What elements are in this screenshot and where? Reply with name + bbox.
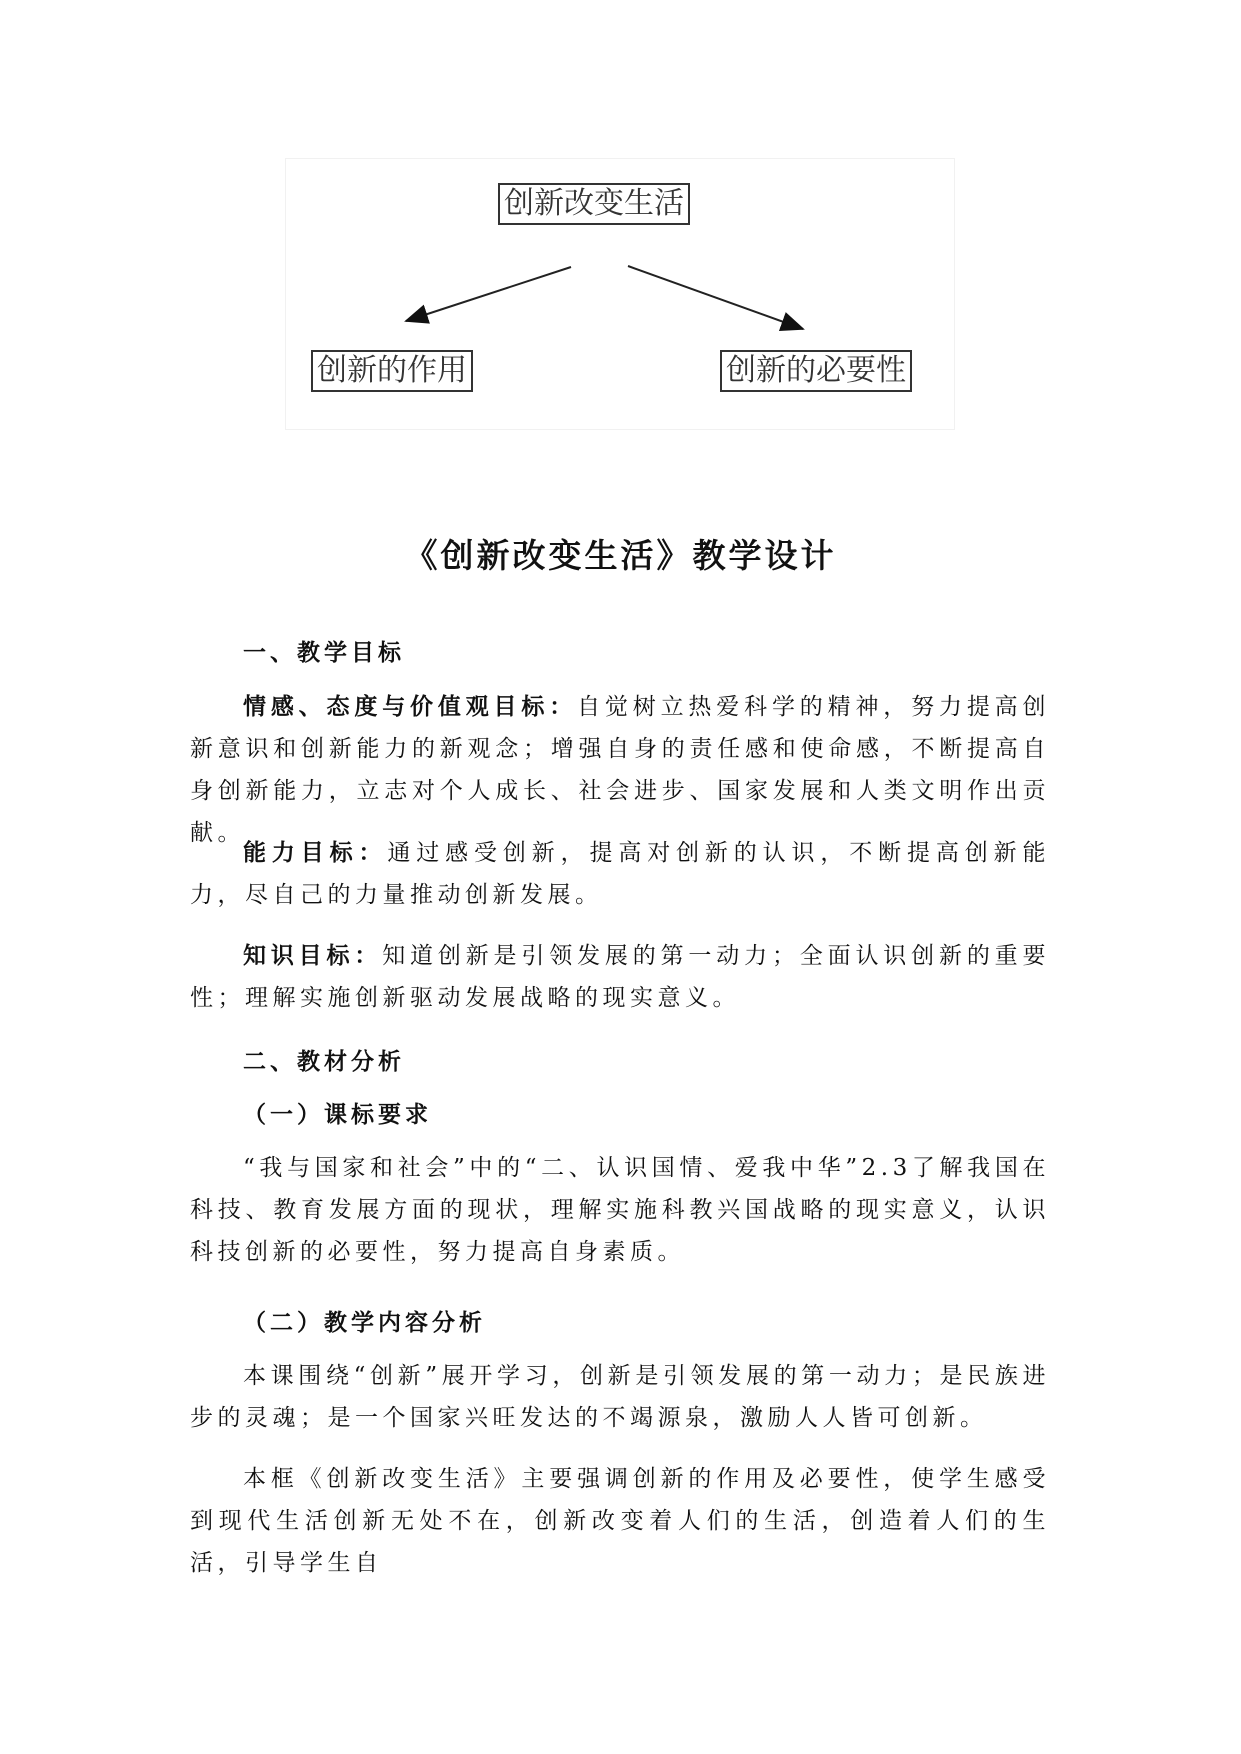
arrow-right: [628, 266, 803, 329]
paragraph-knowledge-goal: [190, 935, 1050, 1019]
paragraph-body: 通过感受创新，提高对创新的认识，不断提高创新能力，尽自己的力量推动创新发展。: [190, 840, 1051, 908]
diagram-right-node: 创新的必要性: [720, 350, 912, 392]
paragraph-lead: 知识目标：: [243, 942, 383, 969]
document-title: 《创新改变生活》教学设计: [404, 536, 837, 575]
subheading-curriculum: （一）课标要求: [243, 1101, 432, 1128]
paragraph-lead: 情感、态度与价值观目标：: [243, 693, 578, 720]
subheading-content-analysis: （二）教学内容分析: [243, 1309, 486, 1336]
diagram-root-node: 创新改变生活: [498, 183, 690, 225]
arrow-left: [406, 267, 571, 321]
paragraph-lead: 能力目标：: [243, 839, 388, 866]
paragraph-content-1: 本课围绕“创新”展开学习，创新是引领发展的第一动力；是民族进步的灵魂；是一个国家兴旺发达的不竭源泉，激励人人皆可创新。: [190, 1363, 1050, 1431]
paragraph-content-2: 本框《创新改变生活》主要强调创新的作用及必要性，使学生感受到现代生活创新无处不在，创新改变着人们的生活，创造着人们的生活，引导学生自: [190, 1466, 1050, 1576]
concept-diagram: [285, 158, 955, 430]
paragraph-body: 知道创新是引领发展的第一动力；全面认识创新的重要性；理解实施创新驱动发展战略的现实意义。: [190, 943, 1051, 1011]
paragraph-ability-goal: [190, 832, 1050, 916]
paragraph-curriculum: “我与国家和社会”中的“二、认识国情、爱我中华”2.3了解我国在科技、教育发展方面的现状，理解实施科教兴国战略的现实意义，认识科技创新的必要性，努力提高自身素质。: [190, 1155, 1050, 1265]
section-heading-objectives: 一、教学目标: [243, 639, 405, 666]
paragraph-emotion-goal: [190, 686, 1050, 854]
section-heading-analysis: 二、教材分析: [243, 1048, 405, 1075]
diagram-left-node: 创新的作用: [311, 350, 473, 392]
paragraph-body: 自觉树立热爱科学的精神，努力提高创新意识和创新能力的新观念；增强自身的责任感和使命感，不断提高自身创新能力，立志对个人成长、社会进步、国家发展和人类文明作出贡献。: [190, 694, 1051, 846]
